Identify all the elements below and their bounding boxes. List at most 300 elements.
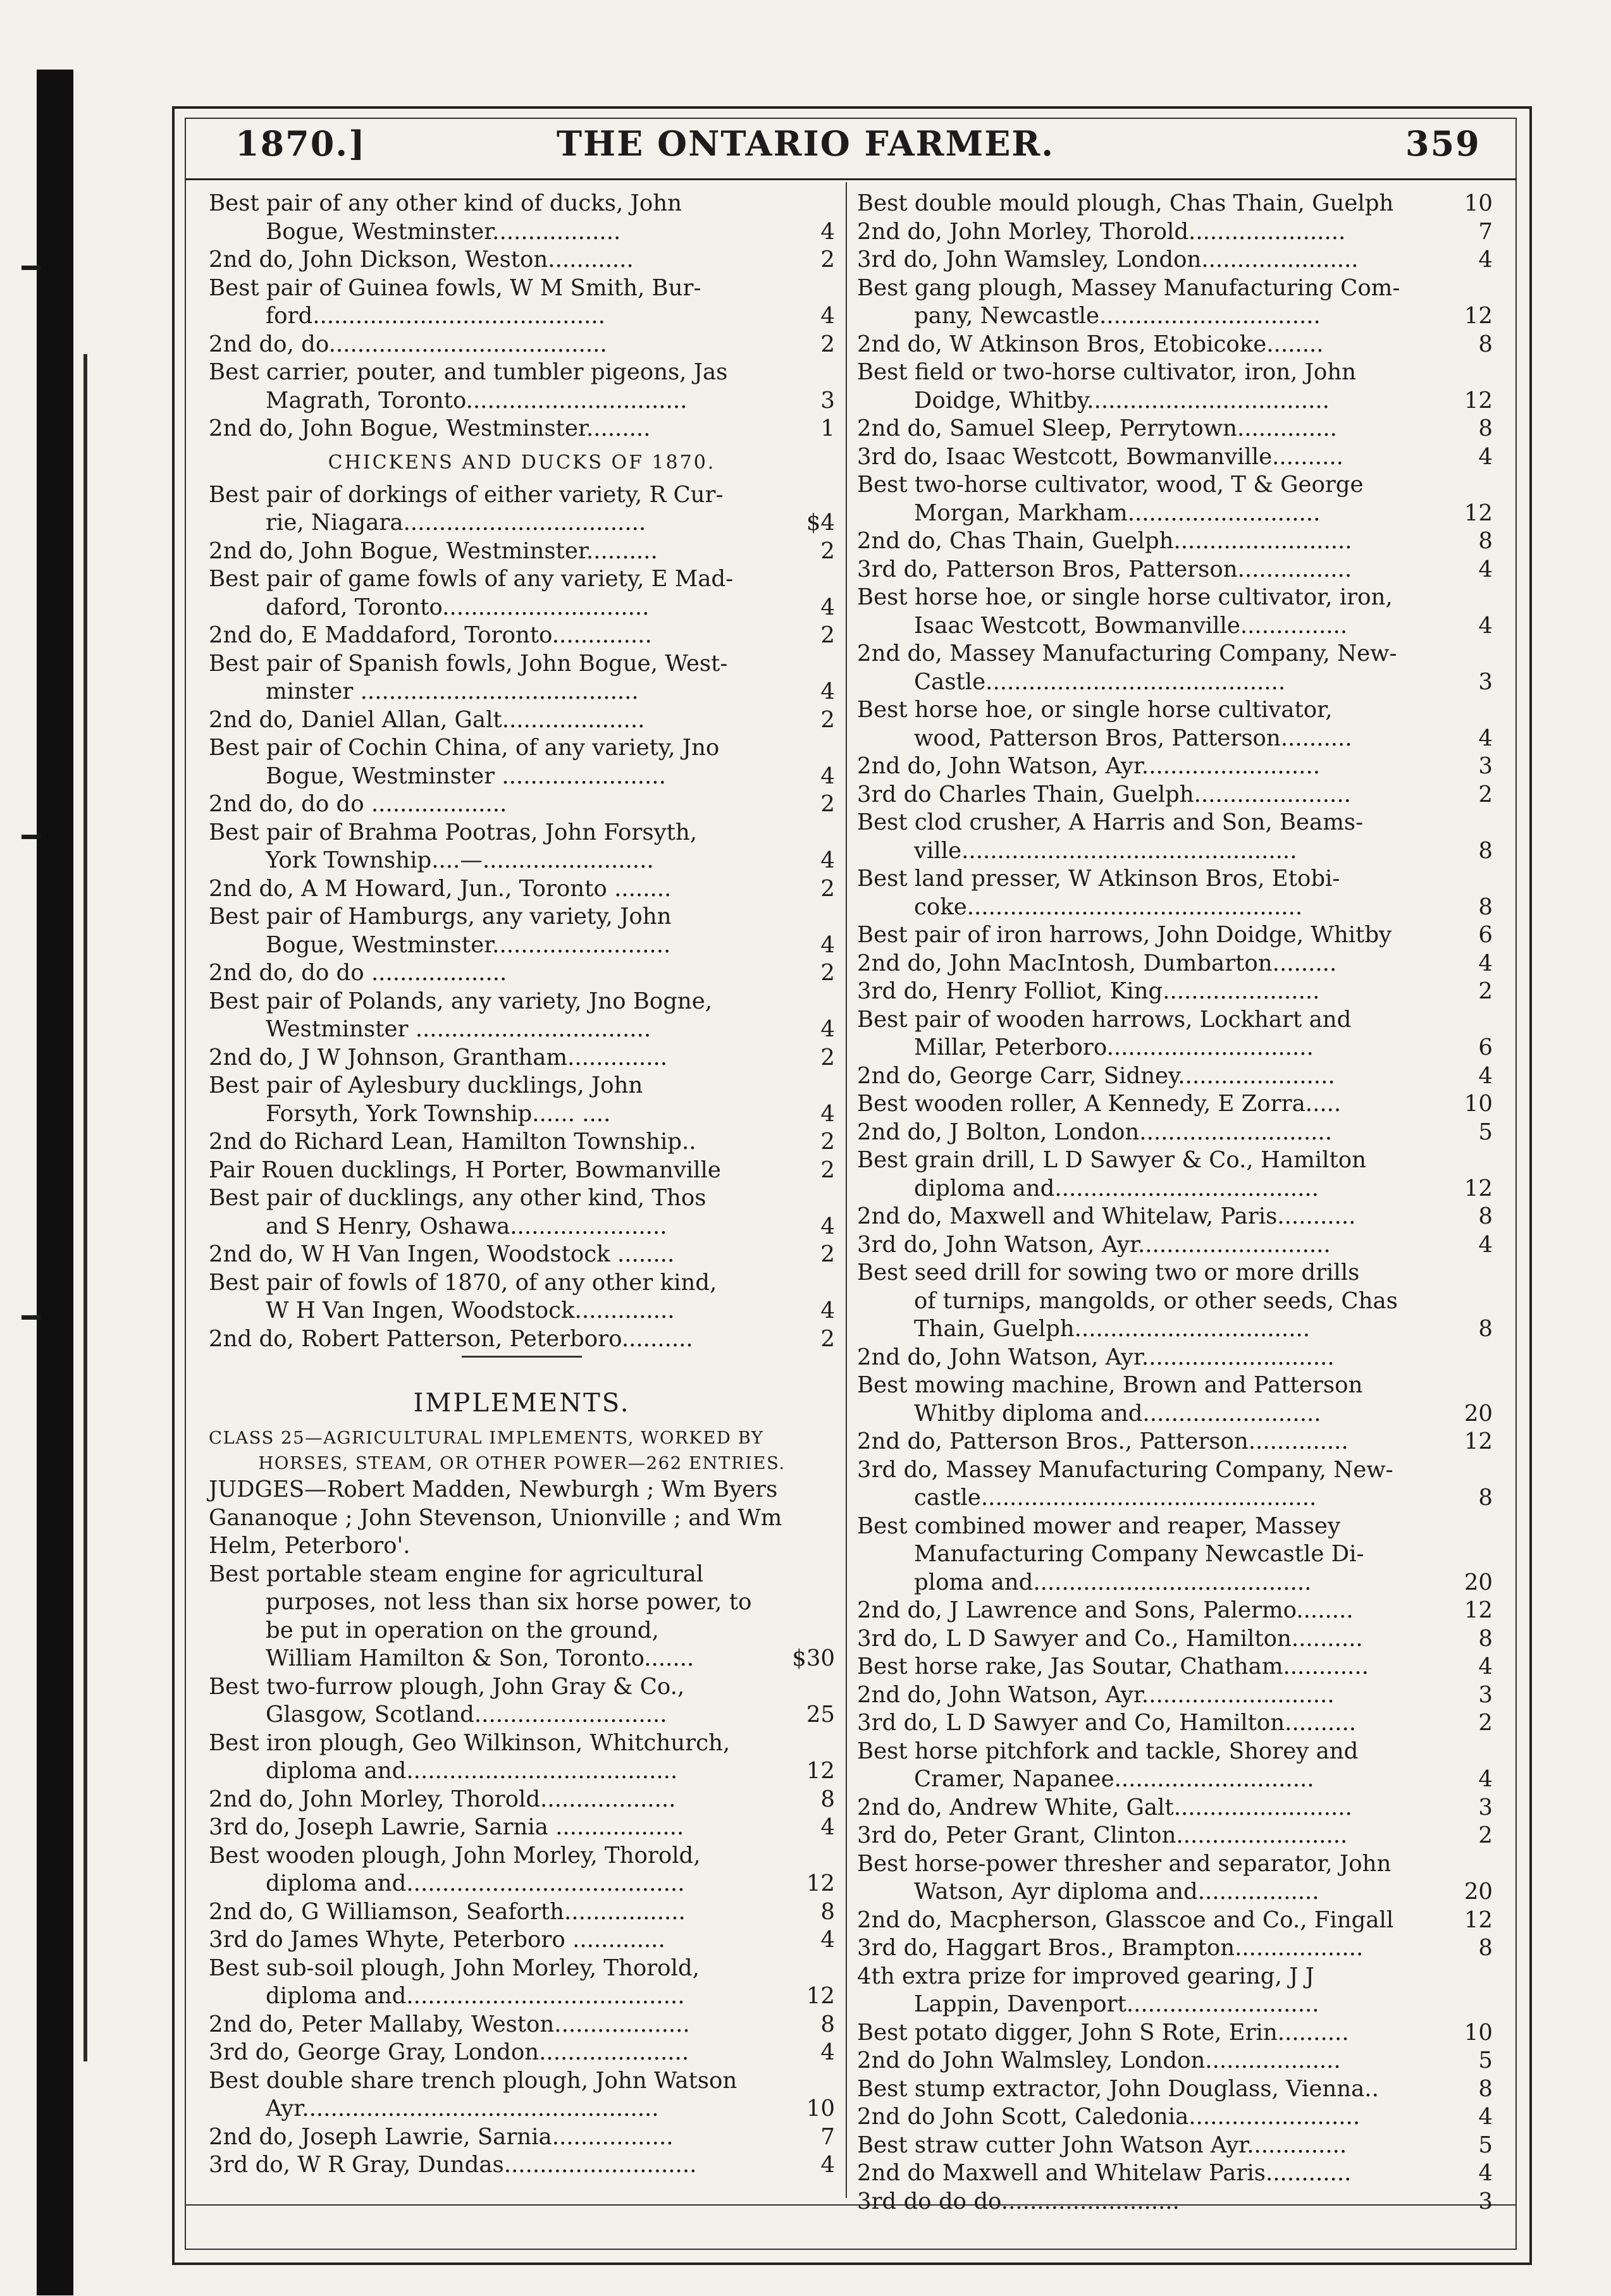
prize-amount: 5 [1478,2047,1493,2073]
entry-text: ville............................................... [914,837,1297,864]
class-description-text: HORSES, STEAM, OR OTHER POWER—262 ENTRIES. [258,1453,786,1473]
entry-text: Best pair of any other kind of ducks, John [209,190,682,216]
entry-text: Best pair of game fowls of any variety, E Mad- [209,566,734,592]
prize-amount: 25 [806,1702,835,1728]
class-description-text: CLASS 25—AGRICULTURAL IMPLEMENTS, WORKED BY [209,1428,764,1448]
prize-entry [857,950,1493,978]
prize-amount: 4 [820,1100,835,1127]
prize-entry [857,1906,1493,1935]
prize-entry [857,2103,1493,2132]
binding-edge [37,70,73,2295]
prize-amount: 12 [1464,1906,1493,1933]
prize-amount: 4 [820,763,835,789]
entry-text: 3rd do, George Gray, London..................... [209,2039,689,2065]
prize-entry [857,1822,1493,1850]
prize-entry [209,1955,835,1983]
prize-entry [209,1842,835,1870]
entry-text: 3rd do Charles Thain, Guelph...................... [857,781,1351,807]
prize-amount: 8 [1478,1203,1493,1229]
entry-text: Isaac Westcott, Bowmanville............... [914,612,1348,639]
prize-entry-continuation [857,387,1493,415]
prize-amount: 4 [1478,725,1493,751]
prize-amount: 4 [820,678,835,704]
entry-text: 3rd do, Henry Folliot, King...................... [857,978,1320,1004]
prize-amount: 3 [820,387,835,414]
binding-mark [22,1315,40,1320]
entry-text: Best horse hoe, or single horse cultivator, iron, [857,584,1393,610]
prize-entry [209,903,835,931]
entry-text: diploma and...................................... [266,1758,678,1784]
prize-entry-continuation [857,668,1493,697]
prize-entry [857,1428,1493,1456]
prize-entry [209,734,835,763]
prize-amount: 2 [820,791,835,817]
judges-line [209,1504,835,1533]
prize-amount: 2 [820,875,835,902]
entry-text: 2nd do, Macpherson, Glasscoe and Co., Fingall [857,1906,1394,1933]
prize-amount: 4 [820,1927,835,1953]
prize-entry-continuation [209,1701,835,1729]
entry-text: 2nd do, W H Van Ingen, Woodstock ........ [209,1241,675,1267]
entry-text: 2nd do, J W Johnson, Grantham.............. [209,1044,668,1071]
prize-entry-continuation [857,1315,1493,1344]
entry-text: Best clod crusher, A Harris and Son, Beams- [857,809,1364,835]
prize-entry [857,865,1493,893]
prize-amount: 2 [820,1157,835,1183]
prize-entry-continuation [209,1617,835,1645]
prize-entry [209,1184,835,1213]
entry-text: diploma and....................................... [266,1983,685,2009]
prize-entry-continuation [857,1765,1493,1794]
entry-text: Castle.......................................... [914,668,1286,695]
prize-entry [857,1709,1493,1738]
entry-text: 2nd do, Andrew White, Galt......................... [857,1794,1352,1820]
prize-amount: 4 [1478,1654,1493,1679]
prize-amount: 2 [1478,1822,1493,1848]
entry-text: Best pair of Guinea fowls, W M Smith, Bur- [209,274,701,301]
prize-amount: 3 [1478,668,1493,695]
prize-amount: 4 [1478,247,1493,273]
entry-text: York Township....—........................ [266,847,654,873]
prize-amount: 12 [806,1758,835,1784]
prize-entry [857,781,1493,809]
entry-text: Best carrier, pouter, and tumbler pigeons, Jas [209,359,728,385]
entry-text: 2nd do, John Dickson, Weston............ [209,247,634,273]
entry-text: Best horse pitchfork and tackle, Shorey and [857,1738,1359,1764]
section-spacer [209,1356,835,1381]
prize-entry [857,1344,1493,1372]
entry-text: Thain, Guelph................................. [914,1316,1311,1342]
prize-entry-continuation [857,837,1493,866]
entry-text: 3rd do James Whyte, Peterboro ............. [209,1927,665,1953]
entry-text: diploma and..................................... [914,1175,1319,1201]
prize-entry [209,190,835,218]
prize-entry [209,565,835,594]
entry-text: wood, Patterson Bros, Patterson.......... [914,725,1352,751]
entry-text: Best iron plough, Geo Wilkinson, Whitchurch, [209,1729,731,1756]
prize-entry [857,1850,1493,1879]
entry-text: Pair Rouen ducklings, H Porter, Bowmanville [209,1157,721,1183]
prize-amount: 4 [820,847,835,873]
prize-amount: 4 [1478,2160,1493,2186]
entry-text: 2nd do, John MacIntosh, Dumbarton......... [857,950,1337,976]
entry-text: Best wooden roller, A Kennedy, E Zorra..... [857,1091,1342,1117]
prize-amount: 8 [820,2011,835,2037]
entry-text: Best pair of fowls of 1870, of any other kind, [209,1269,717,1296]
header-rule [185,178,1517,180]
prize-entry [209,2123,835,2152]
prize-entry-continuation [857,1400,1493,1428]
judges-text: Helm, Peterboro'. [209,1533,410,1559]
entry-text: 2nd do, George Carr, Sidney...................... [857,1062,1335,1089]
entry-text: Best pair of iron harrows, John Doidge, Whitby [857,922,1392,948]
entry-text: minster ....................................... [266,678,639,704]
prize-entry [857,2132,1493,2160]
prize-entry-continuation [857,1991,1493,2019]
prize-entry [857,274,1493,303]
section-heading: IMPLEMENTS. [413,1389,631,1418]
right-column [857,190,1493,2216]
binding-mark [22,835,40,839]
prize-amount: 10 [1464,190,1493,216]
prize-entry [209,790,835,819]
entry-text: 3rd do, L D Sawyer and Co., Hamilton.......... [857,1625,1363,1652]
prize-entry [209,1241,835,1269]
entry-text: of turnips, mangolds, or other seeds, Chas [914,1287,1398,1314]
entry-text: Lappin, Davenport........................... [914,1991,1319,2017]
prize-entry [857,1513,1493,1541]
prize-amount: 4 [820,1814,835,1840]
judges-line [209,1532,835,1561]
prize-entry [857,1006,1493,1034]
entry-text: 2nd do, do do ................... [209,960,507,986]
prize-amount: 20 [1464,1569,1493,1595]
prize-entry-continuation [209,1100,835,1129]
prize-entry-continuation [209,509,835,537]
prize-entry [209,2151,835,2180]
entry-text: 2nd do, Maxwell and Whitelaw, Paris........... [857,1203,1356,1229]
prize-entry-continuation [857,725,1493,753]
prize-entry [857,556,1493,584]
prize-entry [857,1794,1493,1822]
entry-text: Best two-horse cultivator, wood, T & George [857,472,1364,498]
prize-amount: 12 [806,1983,835,2009]
prize-entry [857,2047,1493,2075]
entry-text: 3rd do, Patterson Bros, Patterson................ [857,556,1352,582]
prize-amount: 8 [1478,893,1493,920]
prize-amount: 4 [820,594,835,620]
binding-shadow [83,354,87,2061]
binding-mark [22,266,40,270]
prize-entry [857,921,1493,950]
prize-amount: 10 [1464,1091,1493,1117]
prize-amount: 2 [820,1241,835,1267]
prize-amount: 12 [1464,1597,1493,1623]
entry-text: W H Van Ingen, Woodstock.............. [266,1298,675,1323]
prize-entry-continuation [209,931,835,960]
entry-text: Best pair of Brahma Pootras, John Forsyth, [209,819,698,845]
prize-amount: 4 [820,303,835,329]
entry-text: Best grain drill, L D Sawyer & Co., Hamilton [857,1147,1366,1173]
prize-entry [209,1128,835,1157]
prize-entry [857,1119,1493,1147]
entry-text: Best land presser, W Atkinson Bros, Etobi- [857,866,1340,892]
prize-entry [209,2011,835,2039]
prize-amount: 7 [820,2123,835,2150]
prize-entry-continuation [857,612,1493,641]
page-title: THE ONTARIO FARMER. [556,123,1055,164]
judges-text: JUDGES—Robert Madden, Newburgh ; Wm Byers [209,1476,778,1502]
prize-entry [857,1372,1493,1400]
entry-text: 3rd do, Massey Manufacturing Company, New- [857,1456,1393,1483]
entry-text: 2nd do, John Watson, Ayr........................... [857,1681,1335,1708]
subsection-heading: CHICKENS AND DUCKS OF 1870. [328,451,716,474]
prize-entry-continuation [209,1757,835,1786]
entry-text: Best pair of Hamburgs, any variety, John [209,904,672,930]
entry-text: and S Henry, Oshawa...................... [266,1213,667,1239]
prize-amount: 2 [1478,781,1493,807]
entry-text: Magrath, Toronto............................... [266,387,688,414]
prize-entry [857,331,1493,359]
prize-amount: 8 [1478,2075,1493,2102]
entry-text: 2nd do Maxwell and Whitelaw Paris............ [857,2160,1352,2186]
entry-text: 2nd do John Walmsley, London................... [857,2047,1341,2073]
prize-amount: 3 [1478,1794,1493,1820]
entry-text: ford......................................... [266,303,605,329]
prize-amount: 20 [1464,1400,1493,1427]
prize-entry [209,415,835,443]
prize-entry-continuation [209,1213,835,1241]
prize-entry-continuation [209,847,835,875]
entry-text: 2nd do, Peter Mallaby, Weston................... [209,2011,690,2037]
prize-amount: 12 [1464,1175,1493,1201]
prize-entry [857,584,1493,612]
entry-text: 4th extra prize for improved gearing, J J [857,1963,1314,1989]
prize-amount: 12 [1464,500,1493,526]
prize-entry [857,752,1493,781]
class-description [209,1425,835,1451]
entry-text: 2nd do, John Morley, Thorold...................... [857,218,1346,245]
entry-text: Best horse-power thresher and separator, John [857,1850,1392,1877]
entry-text: 2nd do, Joseph Lawrie, Sarnia................. [209,2123,674,2150]
prize-amount: 2 [1478,1710,1493,1736]
entry-text: Best pair of Spanish fowls, John Bogue, West- [209,650,728,677]
prize-entry [857,1625,1493,1654]
prize-entry [857,1231,1493,1260]
prize-entry [209,875,835,904]
prize-entry-continuation [209,1645,835,1673]
entry-text: 2nd do, do....................................... [209,331,607,357]
prize-entry [857,527,1493,556]
prize-amount: 4 [1478,2104,1493,2130]
prize-amount: 8 [1478,837,1493,864]
prize-amount: 2 [820,622,835,648]
prize-entry [857,978,1493,1006]
prize-entry [209,1786,835,1814]
prize-entry-continuation [857,893,1493,922]
prize-entry [209,1044,835,1072]
entry-text: 2nd do, J Lawrence and Sons, Palermo........ [857,1597,1354,1623]
prize-entry [857,1934,1493,1963]
prize-entry-continuation [209,594,835,622]
entry-text: 2nd do, John Bogue, Westminster......... [209,415,651,441]
prize-amount: 4 [1478,612,1493,639]
entry-text: Best seed drill for sowing two or more drills [857,1260,1360,1286]
prize-entry-continuation [857,1034,1493,1062]
entry-text: William Hamilton & Son, Toronto....... [266,1645,694,1671]
entry-text: 2nd do, do do ................... [209,791,507,817]
prize-entry [857,1681,1493,1710]
prize-amount: 2 [820,1325,835,1352]
prize-entry [209,1269,835,1298]
prize-amount: 8 [1478,1485,1493,1511]
entry-text: Best gang plough, Massey Manufacturing Com- [857,274,1400,301]
prize-amount: 8 [820,1786,835,1812]
entry-text: Best stump extractor, John Douglass, Vienna.. [857,2075,1379,2102]
prize-amount: 8 [1478,1316,1493,1342]
entry-text: Best potato digger, John S Rote, Erin.......... [857,2019,1349,2046]
entry-text: Whitby diploma and......................... [914,1400,1321,1427]
prize-amount: 1 [820,415,835,441]
prize-entry [857,443,1493,472]
prize-entry [857,2019,1493,2047]
prize-entry [209,706,835,735]
prize-entry-continuation [209,2095,835,2123]
entry-text: 2nd do, A M Howard, Jun., Toronto ........ [209,875,672,902]
prize-entry [209,1157,835,1185]
prize-entry [857,1963,1493,1991]
judges-text: Gananoque ; John Stevenson, Unionville ; and Wm [209,1504,782,1531]
entry-text: 2nd do, John Watson, Ayr......................... [857,753,1321,779]
prize-entry [209,1325,835,1354]
prize-entry [209,2039,835,2067]
entry-text: Best pair of Aylesbury ducklings, John [209,1072,643,1098]
prize-entry [857,1259,1493,1287]
entry-text: Best pair of ducklings, any other kind, Thos [209,1185,707,1211]
prize-entry-continuation [209,387,835,415]
entry-text: 2nd do, W Atkinson Bros, Etobicoke........ [857,331,1324,357]
prize-entry [209,1729,835,1758]
entry-text: 2nd do Richard Lean, Hamilton Township.. [209,1129,696,1155]
entry-text: Glasgow, Scotland........................... [266,1702,667,1728]
prize-entry [857,1653,1493,1681]
entry-text: Manufacturing Company Newcastle Di- [914,1541,1364,1567]
prize-amount: 3 [1478,2188,1493,2214]
entry-text: 2nd do, E Maddaford, Toronto.............. [209,622,652,648]
entry-text: Cramer, Napanee............................ [914,1766,1314,1792]
entry-text: 2nd do, Samuel Sleep, Perrytown.............. [857,415,1337,441]
entry-text: 3rd do, W R Gray, Dundas........................... [209,2152,697,2178]
entry-text: 2nd do, Robert Patterson, Peterboro.......... [209,1325,693,1352]
prize-amount: 4 [1478,443,1493,470]
entry-text: Doidge, Whitby.................................. [914,387,1330,414]
prize-amount: 4 [1478,1766,1493,1792]
entry-text: diploma and....................................... [266,1870,685,1896]
prize-entry-continuation [857,1484,1493,1513]
prize-amount: 8 [1478,528,1493,554]
prize-entry [209,819,835,847]
prize-entry [857,2188,1493,2216]
entry-text: Bogue, Westminster......................... [266,931,671,958]
prize-amount: 5 [1478,2132,1493,2158]
prize-amount: 2 [820,537,835,564]
prize-entry [209,246,835,274]
entry-text: Westminster ................................. [266,1016,651,1042]
prize-entry-continuation [209,763,835,791]
entry-text: Best portable steam engine for agricultural [209,1561,704,1587]
prize-entry [857,640,1493,668]
prize-amount: 2 [820,706,835,733]
prize-entry [857,2159,1493,2188]
prize-entry-continuation [857,1540,1493,1569]
prize-entry [857,1203,1493,1231]
entry-text: 3rd do do do......................... [857,2188,1180,2214]
prize-amount: 8 [1478,415,1493,441]
entry-text: Best pair of Polands, any variety, Jno Bogne, [209,988,713,1014]
entry-text: coke............................................... [914,893,1303,920]
prize-entry [857,190,1493,218]
prize-amount: $30 [792,1645,835,1671]
prize-amount: 2 [820,247,835,273]
prize-amount: 4 [820,2039,835,2065]
prize-entry [857,1062,1493,1091]
prize-amount: 2 [820,1129,835,1155]
entry-text: 2nd do, J Bolton, London........................... [857,1119,1332,1145]
prize-entry [857,1456,1493,1485]
entry-text: 2nd do, John Watson, Ayr........................... [857,1344,1335,1370]
prize-entry-continuation [209,1016,835,1044]
entry-text: Best straw cutter John Watson Ayr.............. [857,2132,1347,2158]
prize-entry [209,331,835,359]
prize-entry [209,2067,835,2096]
prize-amount: 4 [820,1298,835,1323]
prize-entry-continuation [857,1569,1493,1597]
entry-text: 2nd do, Massey Manufacturing Company, New- [857,641,1397,666]
prize-amount: 4 [1478,950,1493,976]
entry-text: Best horse rake, Jas Soutar, Chatham............ [857,1654,1369,1679]
prize-entry [209,1561,835,1589]
prize-amount: 6 [1478,1034,1493,1060]
judges-line [209,1476,835,1504]
entry-text: 3rd do, Isaac Westcott, Bowmanville.......... [857,443,1343,470]
prize-amount: 2 [1478,978,1493,1004]
entry-text: Forsyth, York Township...... .... [266,1100,611,1127]
prize-entry-continuation [857,1878,1493,1906]
prize-amount: 8 [1478,1935,1493,1961]
prize-entry [857,2075,1493,2104]
prize-amount: $4 [806,510,835,536]
entry-text: purposes, not less than six horse power, to [266,1589,752,1615]
entry-text: 3rd do, L D Sawyer and Co, Hamilton.......... [857,1710,1357,1736]
prize-entry [857,809,1493,837]
entry-text: castle............................................... [914,1485,1317,1511]
entry-text: be put in operation on the ground, [266,1617,659,1643]
prize-entry [209,1673,835,1702]
header-date: 1870.] [235,123,366,164]
entry-text: Best double share trench plough, John Watson [209,2067,738,2094]
prize-entry-continuation [209,1588,835,1617]
prize-entry [857,1146,1493,1175]
prize-amount: 10 [806,2096,835,2121]
entry-text: Best combined mower and reaper, Massey [857,1513,1340,1539]
entry-text: Best double mould plough, Chas Thain, Guelph [857,190,1394,216]
entry-text: Bogue, Westminster ....................... [266,763,666,789]
prize-amount: 4 [1478,1231,1493,1258]
prize-amount: 4 [1478,1062,1493,1089]
prize-entry [209,988,835,1016]
prize-entry [209,959,835,988]
prize-entry-continuation [209,678,835,706]
